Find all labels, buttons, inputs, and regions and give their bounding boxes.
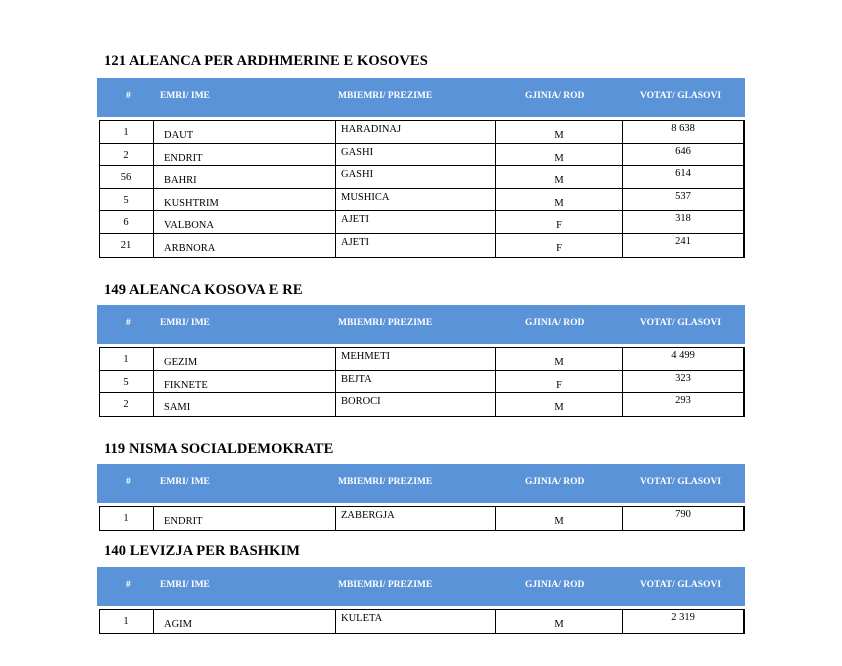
cell-divider: [743, 610, 745, 633]
cell-surname: MEHMETI: [341, 351, 390, 362]
cell-divider: [99, 121, 100, 143]
cell-divider: [153, 507, 154, 530]
cell-votes: 323: [675, 372, 691, 384]
header-votes: VOTAT/ GLASOVI: [640, 91, 722, 101]
cell-divider: [335, 234, 336, 257]
cell-divider: [622, 610, 623, 633]
cell-number: 21: [120, 239, 132, 251]
cell-gender: M: [554, 402, 564, 414]
cell-divider: [495, 211, 496, 233]
cell-surname: GASHI: [341, 146, 374, 158]
cell-divider: [99, 189, 100, 211]
table-header: [97, 78, 745, 117]
table-header: [97, 305, 745, 344]
cell-divider: [743, 371, 745, 393]
cell-votes: 293: [675, 395, 691, 407]
cell-votes: 241: [675, 235, 691, 247]
section-title: 121 ALEANCA PER ARDHMERINE E KOSOVES: [104, 53, 428, 69]
cell-divider: [743, 348, 745, 370]
cell-votes: 4 499: [671, 350, 695, 361]
cell-divider: [495, 144, 496, 166]
table-row: [99, 507, 745, 530]
table-body: [99, 506, 745, 531]
cell-votes: 614: [675, 168, 691, 180]
cell-divider: [153, 393, 154, 416]
cell-divider: [335, 189, 336, 211]
table-row: [99, 610, 745, 633]
cell-divider: [153, 234, 154, 257]
cell-divider: [622, 189, 623, 211]
header-surname: MBIEMRI/ PREZIME: [338, 580, 433, 590]
cell-divider: [495, 166, 496, 188]
cell-gender: M: [554, 197, 564, 209]
cell-surname: BOROCI: [341, 396, 381, 408]
header-number: #: [126, 477, 131, 487]
cell-surname: MUSHICA: [341, 191, 390, 203]
cell-gender: M: [554, 619, 564, 630]
cell-surname: HARADINAJ: [341, 124, 402, 135]
cell-divider: [622, 121, 623, 143]
cell-number: 1: [123, 513, 129, 524]
cell-divider: [622, 166, 623, 188]
cell-divider: [743, 234, 745, 257]
cell-number: 5: [123, 194, 129, 206]
cell-divider: [495, 610, 496, 633]
cell-gender: M: [554, 152, 564, 164]
cell-divider: [743, 189, 745, 211]
cell-name: BAHRI: [164, 175, 197, 187]
cell-votes: 8 638: [671, 123, 695, 134]
cell-gender: M: [554, 357, 564, 368]
cell-divider: [622, 507, 623, 530]
table-row: [99, 348, 745, 371]
cell-divider: [153, 121, 154, 143]
cell-divider: [335, 121, 336, 143]
cell-name: SAMI: [164, 402, 191, 414]
cell-divider: [335, 211, 336, 233]
cell-divider: [495, 371, 496, 393]
table-row: [99, 211, 745, 234]
cell-number: 1: [123, 127, 129, 138]
cell-surname: BEJTA: [341, 373, 372, 385]
cell-number: 1: [123, 354, 129, 365]
header-gender: GJINIA/ ROD: [525, 318, 585, 328]
cell-number: 56: [120, 172, 132, 184]
cell-divider: [153, 211, 154, 233]
table-row: [99, 144, 745, 167]
cell-number: 6: [123, 217, 129, 229]
cell-divider: [622, 144, 623, 166]
cell-surname: ZABERGJA: [341, 510, 395, 521]
cell-divider: [335, 507, 336, 530]
cell-divider: [153, 348, 154, 370]
cell-divider: [495, 121, 496, 143]
header-name: EMRI/ IME: [160, 477, 210, 487]
cell-name: GEZIM: [164, 357, 198, 368]
cell-divider: [153, 144, 154, 166]
table-row: [99, 121, 745, 144]
cell-divider: [495, 393, 496, 416]
cell-divider: [99, 371, 100, 393]
cell-divider: [335, 393, 336, 416]
cell-surname: GASHI: [341, 169, 374, 181]
cell-divider: [495, 234, 496, 257]
cell-divider: [99, 144, 100, 166]
cell-gender: M: [554, 130, 564, 141]
cell-divider: [335, 166, 336, 188]
table-body: [99, 120, 745, 258]
header-gender: GJINIA/ ROD: [525, 91, 585, 101]
cell-name: KUSHTRIM: [164, 197, 219, 209]
table-body: [99, 609, 745, 634]
cell-divider: [153, 371, 154, 393]
cell-divider: [335, 144, 336, 166]
cell-gender: F: [556, 242, 562, 254]
cell-name: AGIM: [164, 619, 192, 630]
cell-gender: F: [556, 379, 562, 391]
header-surname: MBIEMRI/ PREZIME: [338, 91, 433, 101]
header-name: EMRI/ IME: [160, 580, 210, 590]
header-number: #: [126, 580, 131, 590]
header-gender: GJINIA/ ROD: [525, 580, 585, 590]
cell-divider: [743, 121, 745, 143]
header-number: #: [126, 318, 131, 328]
cell-name: ARBNORA: [164, 242, 216, 254]
header-votes: VOTAT/ GLASOVI: [640, 477, 722, 487]
cell-divider: [99, 234, 100, 257]
cell-divider: [622, 371, 623, 393]
cell-name: VALBONA: [164, 220, 214, 232]
cell-divider: [99, 211, 100, 233]
cell-surname: KULETA: [341, 613, 383, 624]
table-body: [99, 347, 745, 417]
cell-divider: [153, 189, 154, 211]
header-name: EMRI/ IME: [160, 91, 210, 101]
cell-name: ENDRIT: [164, 152, 203, 164]
cell-name: FIKNETE: [164, 379, 208, 391]
header-surname: MBIEMRI/ PREZIME: [338, 477, 433, 487]
table-row: [99, 189, 745, 212]
cell-gender: M: [554, 175, 564, 187]
cell-votes: 646: [675, 145, 691, 157]
table-row: [99, 371, 745, 394]
cell-gender: F: [556, 220, 562, 232]
cell-divider: [622, 348, 623, 370]
header-number: #: [126, 91, 131, 101]
cell-divider: [335, 371, 336, 393]
cell-divider: [99, 348, 100, 370]
table-header: [97, 464, 745, 503]
cell-divider: [335, 348, 336, 370]
cell-number: 5: [123, 376, 129, 388]
cell-divider: [743, 393, 745, 416]
cell-gender: M: [554, 516, 564, 527]
section-title: 119 NISMA SOCIALDEMOKRATE: [104, 441, 334, 457]
header-votes: VOTAT/ GLASOVI: [640, 580, 722, 590]
header-name: EMRI/ IME: [160, 318, 210, 328]
cell-divider: [99, 166, 100, 188]
section-title: 149 ALEANCA KOSOVA E RE: [104, 282, 303, 298]
cell-divider: [153, 166, 154, 188]
section-title: 140 LEVIZJA PER BASHKIM: [104, 543, 301, 559]
cell-number: 1: [123, 616, 129, 627]
cell-divider: [622, 393, 623, 416]
cell-number: 2: [123, 149, 129, 161]
table-row: [99, 393, 745, 416]
cell-votes: 2 319: [671, 612, 695, 623]
cell-votes: 537: [675, 190, 691, 202]
cell-divider: [335, 610, 336, 633]
cell-name: ENDRIT: [164, 516, 203, 527]
cell-divider: [743, 166, 745, 188]
cell-divider: [495, 507, 496, 530]
cell-votes: 318: [675, 213, 691, 225]
header-gender: GJINIA/ ROD: [525, 477, 585, 487]
cell-votes: 790: [675, 509, 691, 520]
cell-divider: [622, 211, 623, 233]
cell-divider: [743, 211, 745, 233]
cell-divider: [99, 507, 100, 530]
cell-surname: AJETI: [341, 214, 369, 226]
cell-divider: [99, 393, 100, 416]
cell-divider: [99, 610, 100, 633]
cell-name: DAUT: [164, 130, 194, 141]
header-votes: VOTAT/ GLASOVI: [640, 318, 722, 328]
cell-number: 2: [123, 399, 129, 411]
table-header: [97, 567, 745, 606]
cell-divider: [622, 234, 623, 257]
table-row: [99, 234, 745, 257]
header-surname: MBIEMRI/ PREZIME: [338, 318, 433, 328]
cell-divider: [153, 610, 154, 633]
cell-divider: [495, 189, 496, 211]
cell-divider: [743, 144, 745, 166]
table-row: [99, 166, 745, 189]
cell-divider: [743, 507, 745, 530]
cell-divider: [495, 348, 496, 370]
cell-surname: AJETI: [341, 236, 369, 248]
